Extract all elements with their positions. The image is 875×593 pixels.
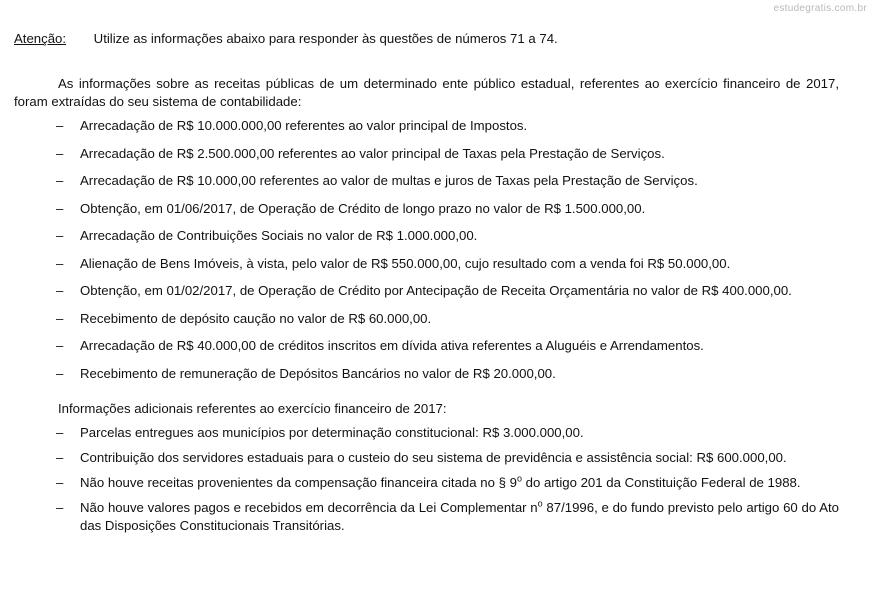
additional-info-title: Informações adicionais referentes ao exercício financeiro de 2017: [58,400,447,416]
dash-bullet: – [56,338,64,353]
list-item [14,200,839,218]
list-item-text: Arrecadação de R$ 10.000.000,00 referentes ao valor principal de Impostos. [80,118,528,133]
attention-label: Atenção: [14,31,67,46]
dash-bullet: – [56,499,64,515]
dash-bullet: – [56,118,64,133]
list-item [14,499,839,535]
list-item-text: Arrecadação de Contribuições Sociais no valor de R$ 1.000.000,00. [80,228,478,243]
list-item [14,255,839,273]
list-item [14,227,839,245]
intro-paragraph: As informações sobre as receitas públicas de um determinado ente público estadual, referentes ao exercício financeiro de 2017, foram extraídas do seu sistema de contabilidade: [14,76,839,109]
list-item [14,474,839,492]
watermark: estudegratis.com.br [773,3,867,14]
list-item [14,424,839,442]
list-item [14,449,839,467]
list-item-text: Arrecadação de R$ 2.500.000,00 referentes ao valor principal de Taxas pela Prestação de Serviços. [80,145,665,161]
list-item [14,145,839,163]
dash-bullet: – [56,449,64,465]
list-item-text: Arrecadação de R$ 40.000,00 de créditos inscritos em dívida ativa referentes a Aluguéis e Arrendamentos. [80,338,704,353]
attention-text: Utilize as informações abaixo para responder às questões de números 71 a 74. [93,31,558,46]
dash-bullet: – [56,255,64,271]
list-item [14,310,839,328]
list-item-text: Alienação de Bens Imóveis, à vista, pelo valor de R$ 550.000,00, cujo resultado com a venda foi R$ 50.000,00. [80,255,731,271]
additional-info-list [14,424,839,535]
revenue-list [14,117,839,383]
list-item-text: Recebimento de depósito caução no valor de R$ 60.000,00. [80,310,432,326]
dash-bullet: – [56,283,64,298]
dash-bullet: – [56,310,64,326]
list-item-text: Obtenção, em 01/06/2017, de Operação de Crédito de longo prazo no valor de R$ 1.500.000,00. [80,200,646,216]
dash-bullet: – [56,228,64,243]
dash-bullet: – [56,145,64,161]
list-item-text: Obtenção, em 01/02/2017, de Operação de Crédito por Antecipação de Receita Orçamentária no valor de R$ 400.000,00. [80,283,792,298]
list-item-text: Não houve valores pagos e recebidos em decorrência da Lei Complementar $n^o$ 87/1996, e do fundo previsto pelo artigo 60 do Ato das Disposições Constitucionais Transitórias. [80,498,839,533]
dash-bullet: – [56,200,64,216]
list-item-text: Contribuição dos servidores estaduais para o custeio do seu sistema de previdência e assistência social: R$ 600.000,00. [80,449,787,465]
dash-bullet: – [56,474,64,490]
ordinal-superscript: o [537,498,543,509]
dash-bullet: – [56,173,64,188]
attention-line [14,30,839,48]
ordinal-superscript: o [516,473,522,484]
list-item [14,282,839,300]
list-item-text: Parcelas entregues aos municípios por determinação constitucional: R$ 3.000.000,00. [80,424,584,440]
document-body [14,30,839,542]
list-item [14,337,839,355]
list-item-text: Recebimento de remuneração de Depósitos Bancários no valor de R$ 20.000,00. [80,365,556,381]
list-item [14,172,839,190]
list-item-text: Não houve receitas provenientes da compensação financeira citada no § 9$^o$ do artigo 201 da Constituição Federal de 1988. [80,473,801,490]
list-item-text: Arrecadação de R$ 10.000,00 referentes ao valor de multas e juros de Taxas pela Prestação de Serviços. [80,173,698,188]
dash-bullet: – [56,424,64,440]
list-item [14,365,839,383]
dash-bullet: – [56,365,64,381]
list-item [14,117,839,135]
